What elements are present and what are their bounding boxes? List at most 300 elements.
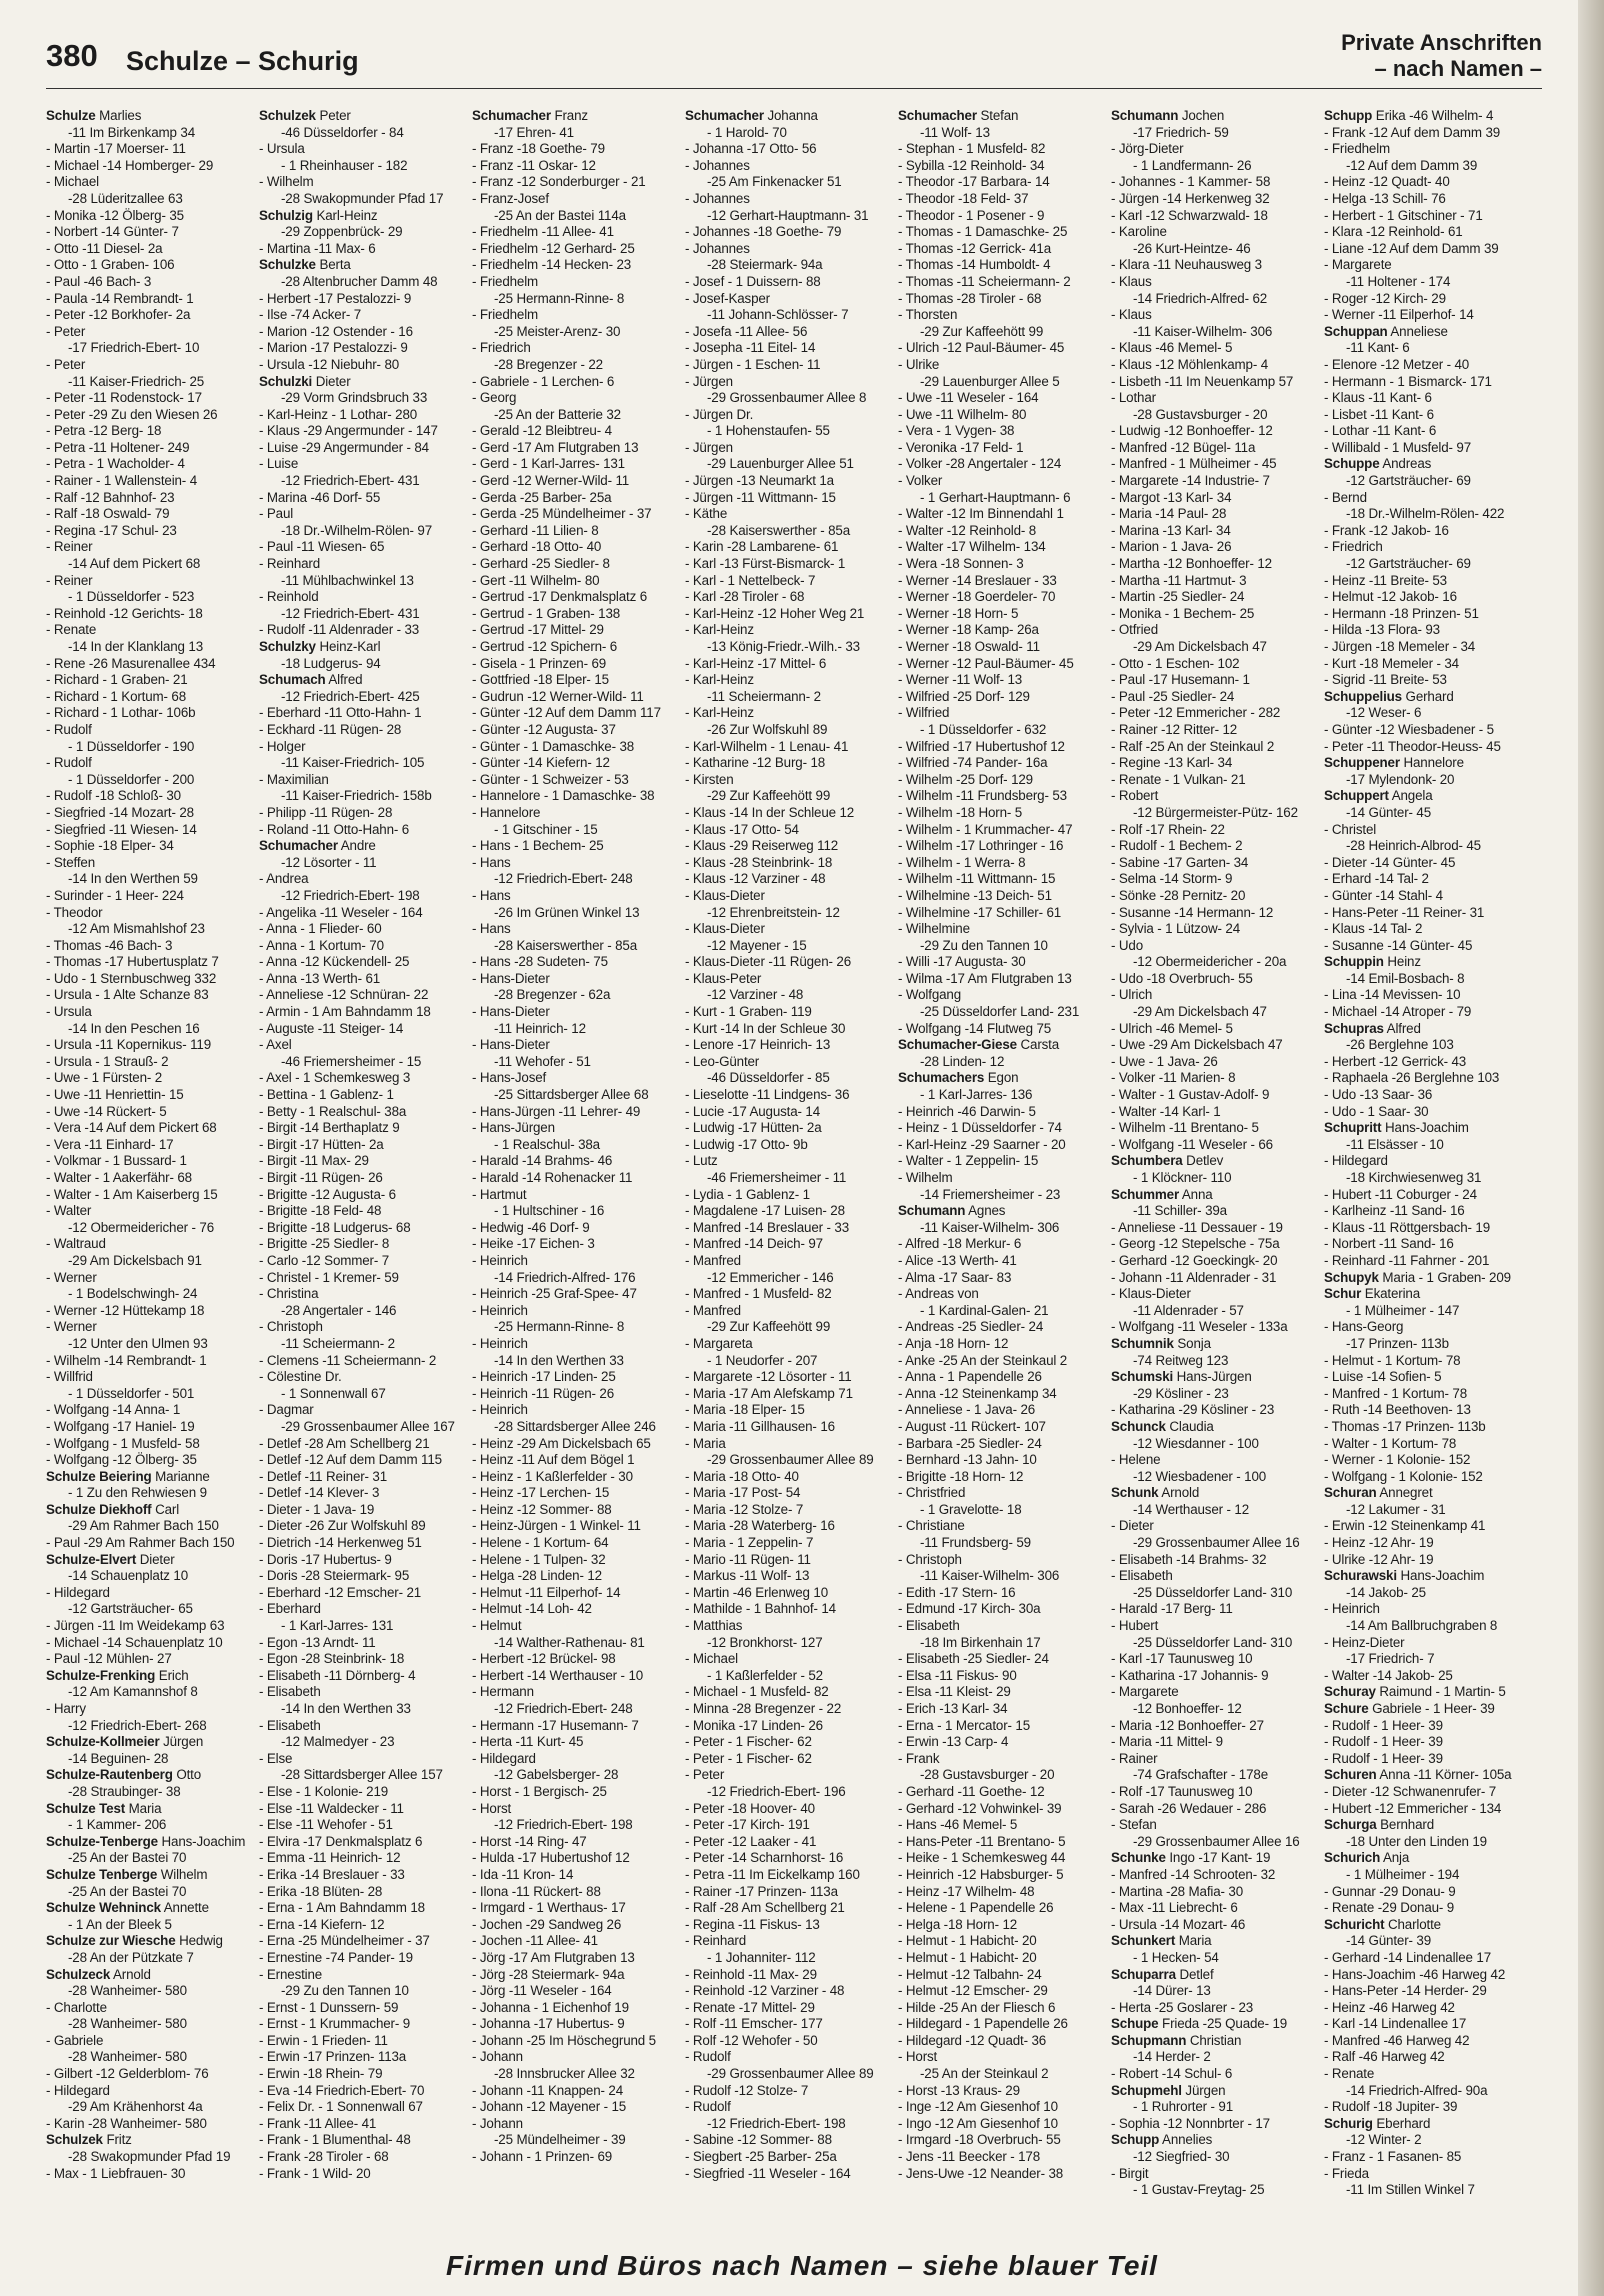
- entry-text: - Franz - 1 Fasanen- 85: [1324, 2149, 1462, 2165]
- listing-line: [259, 1270, 472, 1287]
- surname: Schuppin: [1324, 954, 1384, 970]
- surname: Schulzek: [46, 2132, 103, 2148]
- entry-text: Arnold: [1161, 1485, 1200, 1501]
- listing-line: [898, 888, 1111, 905]
- entry-text: - Ulrich -12 Paul-Bäumer- 45: [898, 340, 1065, 356]
- listing-line: [472, 1734, 685, 1751]
- address-line: [46, 871, 259, 888]
- listing-line: [685, 805, 898, 822]
- surname-entry: [1111, 1933, 1324, 1950]
- entry-text: Andreas: [1382, 456, 1432, 472]
- entry-text: - 1 Sonnenwall 67: [281, 1385, 386, 1401]
- entry-text: -11 Im Birkenkamp 34: [68, 124, 195, 140]
- listing-line: [898, 905, 1111, 922]
- surname-entry: [46, 108, 259, 125]
- entry-text: - Helmut -14 Loh- 42: [472, 1601, 592, 1617]
- listing-line: [46, 2033, 259, 2050]
- address-line: [685, 938, 898, 955]
- listing-line: [472, 1552, 685, 1569]
- address-line: [685, 1270, 898, 1287]
- listing-line: [259, 1070, 472, 1087]
- listing-line: [46, 805, 259, 822]
- address-line: [1324, 1037, 1537, 1054]
- listing-line: [259, 1967, 472, 1984]
- entry-text: -28 Swakopmunder Pfad 17: [281, 190, 444, 206]
- surname-entry: [1111, 2016, 1324, 2033]
- entry-text: - Hartmut: [472, 1186, 527, 1202]
- listing-line: [1324, 855, 1537, 872]
- entry-text: - Wilhelm -17 Lothringer - 16: [898, 838, 1064, 854]
- entry-text: - Raphaela -26 Berglehne 103: [1324, 1070, 1500, 1086]
- address-line: [472, 1817, 685, 1834]
- listing-line: [1111, 390, 1324, 407]
- listing-line: [46, 822, 259, 839]
- listing-line: [46, 1070, 259, 1087]
- entry-text: -29 Zu den Tannen 10: [281, 1983, 409, 1999]
- address-line: [685, 2066, 898, 2083]
- page-footer: Firmen und Büros nach Namen – siehe blauer Teil: [446, 2250, 1158, 2281]
- entry-text: -14 Auf dem Pickert 68: [68, 556, 201, 572]
- entry-text: - Friedhelm -12 Gerhard- 25: [472, 240, 635, 256]
- entry-text: - Erna -14 Kiefern- 12: [259, 1916, 385, 1932]
- entry-text: - Margarete -12 Lösorter - 11: [685, 1369, 852, 1385]
- listing-line: [898, 1718, 1111, 1735]
- listing-line: [685, 1917, 898, 1934]
- entry-text: - Dieter -26 Zur Wolfskuhl 89: [259, 1518, 426, 1534]
- address-line: [259, 1734, 472, 1751]
- listing-line: [685, 1535, 898, 1552]
- entry-text: - Günter -12 Augusta- 37: [472, 721, 616, 737]
- entry-text: - Dieter -14 Günter- 45: [1324, 854, 1456, 870]
- entry-text: Jürgen: [1185, 2082, 1226, 2098]
- entry-text: -12 Friedrich-Ebert- 198: [281, 887, 420, 903]
- entry-text: - Josef-Kasper: [685, 290, 770, 306]
- entry-text: Raimund - 1 Martin- 5: [1379, 1684, 1506, 1700]
- entry-text: -28 Innsbrucker Allee 32: [494, 2066, 635, 2082]
- entry-text: -29 Zur Kaffeehött 99: [707, 788, 831, 804]
- entry-text: - Anna -12 Kückendell- 25: [259, 954, 410, 970]
- entry-text: - Anja -18 Horn- 12: [898, 1335, 1009, 1351]
- listing-line: [1324, 423, 1537, 440]
- entry-text: - Peter - 1 Fischer- 62: [685, 1734, 812, 1750]
- entry-text: - Horst - 1 Bergisch- 25: [472, 1783, 607, 1799]
- listing-line: [1111, 1734, 1324, 1751]
- entry-text: - Gilbert -12 Gelderblom- 76: [46, 2066, 209, 2082]
- entry-text: - Günter - 1 Schweizer - 53: [472, 771, 629, 787]
- listing-line: [46, 971, 259, 988]
- entry-text: - Gerald -12 Bleibtreu- 4: [472, 423, 612, 439]
- entry-text: -28 Wanheimer- 580: [68, 2049, 187, 2065]
- entry-text: - Gertrud - 1 Graben- 138: [472, 605, 621, 621]
- listing-line: [1111, 141, 1324, 158]
- listing-line: [472, 2049, 685, 2066]
- entry-text: Annelies: [1162, 2132, 1213, 2148]
- entry-text: - Maria -14 Paul- 28: [1111, 506, 1227, 522]
- entry-text: - 1 Johanniter- 112: [707, 1949, 816, 1965]
- address-line: [1111, 1004, 1324, 1021]
- listing-line: [898, 473, 1111, 490]
- surname-entry: [898, 1203, 1111, 1220]
- listing-line: [898, 1402, 1111, 1419]
- entry-text: -12 Siegfried- 30: [1133, 2149, 1230, 2165]
- surname: Schulzig: [259, 207, 313, 223]
- address-line: [685, 2116, 898, 2133]
- entry-text: - Christel - 1 Kremer- 59: [259, 1269, 399, 1285]
- entry-text: -28 An der Pützkate 7: [68, 1949, 194, 1965]
- surname: Schulze Test: [46, 1800, 126, 1816]
- entry-text: - Peter -11 Rodenstock- 17: [46, 390, 202, 406]
- entry-text: - Steffen: [46, 854, 96, 870]
- listing-line: [46, 938, 259, 955]
- entry-text: - Ernestine: [259, 1966, 323, 1982]
- address-line: [259, 755, 472, 772]
- entry-text: - Anna - 1 Papendelle 26: [898, 1369, 1042, 1385]
- listing-line: [259, 1950, 472, 1967]
- entry-text: - Irmgard - 1 Werthaus- 17: [472, 1900, 626, 1916]
- entry-text: - Renate -17 Mittel- 29: [685, 1999, 815, 2015]
- entry-text: - Heinz -11 Auf dem Bögel 1: [472, 1452, 635, 1468]
- entry-text: -17 Friedrich-Ebert- 10: [68, 340, 200, 356]
- address-line: [1324, 1933, 1537, 1950]
- entry-text: - Harald -14 Brahms- 46: [472, 1153, 613, 1169]
- surname-entry: [46, 1801, 259, 1818]
- listing-line: [1324, 2166, 1537, 2183]
- entry-text: - Else -11 Wehofer - 51: [259, 1817, 393, 1833]
- entry-text: Hedwig: [179, 1933, 223, 1949]
- entry-text: - Klaus-Dieter: [1111, 1286, 1191, 1302]
- entry-text: Gabriele - 1 Heer- 39: [1372, 1701, 1495, 1716]
- entry-text: - Werner -18 Horn- 5: [898, 605, 1019, 621]
- entry-text: -28 Kaiserswerther - 85a: [707, 522, 851, 538]
- entry-text: - Anneliese -11 Dessauer - 19: [1111, 1219, 1283, 1235]
- surname-entry: [1324, 108, 1537, 125]
- listing-line: [1111, 440, 1324, 457]
- listing-line: [1111, 1817, 1324, 1834]
- entry-text: - 1 Kaßlerfelder - 52: [707, 1667, 823, 1683]
- listing-line: [898, 805, 1111, 822]
- listing-line: [46, 622, 259, 639]
- listing-line: [1324, 2033, 1537, 2050]
- address-line: [259, 606, 472, 623]
- entry-text: -29 Am Dickelsbach 91: [68, 1252, 202, 1268]
- entry-text: - Andreas von: [898, 1286, 979, 1302]
- listing-line: [1324, 1402, 1537, 1419]
- entry-text: - Friedhelm: [472, 307, 539, 323]
- entry-text: - 1 Mülheimer - 194: [1346, 1866, 1460, 1882]
- listing-line: [472, 788, 685, 805]
- listing-line: [898, 871, 1111, 888]
- listing-line: [472, 1037, 685, 1054]
- listing-line: [472, 1303, 685, 1320]
- entry-text: -11 Kant- 6: [1346, 340, 1410, 356]
- listing-line: [1324, 1386, 1537, 1403]
- entry-text: - Wolfgang -12 Ölberg- 35: [46, 1452, 197, 1468]
- entry-text: - Jürgen -14 Herkenweg 32: [1111, 190, 1270, 206]
- entry-text: -11 Kaiser-Friedrich- 158b: [281, 788, 432, 804]
- surname-entry: [1111, 1967, 1324, 1984]
- listing-line: [472, 1469, 685, 1486]
- entry-text: Peter: [319, 108, 351, 123]
- listing-line: [898, 971, 1111, 988]
- entry-text: - Herbert - 1 Gitschiner - 71: [1324, 207, 1483, 223]
- address-line: [1324, 340, 1537, 357]
- entry-text: -12 Obermeidericher - 20a: [1133, 954, 1287, 970]
- entry-text: - Ulrike: [898, 356, 940, 372]
- address-line: [898, 2066, 1111, 2083]
- entry-text: - Gerhard -12 Goeckingk- 20: [1111, 1252, 1278, 1268]
- entry-text: - Norbert -14 Günter- 7: [46, 224, 179, 240]
- entry-text: - Stephan - 1 Musfeld- 82: [898, 141, 1046, 157]
- entry-text: - Manfred -14 Schrooten- 32: [1111, 1866, 1276, 1882]
- listing-line: [472, 1850, 685, 1867]
- surname: Schumacher: [898, 108, 977, 123]
- address-line: [472, 407, 685, 424]
- surname: Schure: [1324, 1701, 1369, 1716]
- entry-text: - Harald -17 Berg- 11: [1111, 1601, 1233, 1617]
- entry-text: - Ruth -14 Beethoven- 13: [1324, 1402, 1471, 1418]
- listing-line: [685, 1834, 898, 1851]
- listing-line: [685, 374, 898, 391]
- entry-text: - Wilfried: [898, 705, 950, 721]
- listing-line: [685, 1369, 898, 1386]
- surname-entry: [1111, 1850, 1324, 1867]
- entry-text: - Klaus -29 Angermunder - 147: [259, 423, 438, 439]
- listing-line: [685, 1402, 898, 1419]
- address-line: [1111, 241, 1324, 258]
- entry-text: -14 Jakob- 25: [1346, 1584, 1426, 1600]
- entry-text: - Erich -13 Karl- 34: [898, 1701, 1008, 1716]
- listing-line: [472, 1436, 685, 1453]
- listing-line: [1324, 191, 1537, 208]
- entry-text: -11 Im Stillen Winkel 7: [1346, 2182, 1475, 2198]
- listing-line: [259, 1601, 472, 1618]
- listing-line: [46, 1203, 259, 1220]
- entry-text: - Detlef -14 Klever- 3: [259, 1485, 380, 1501]
- entry-text: - Reinhold -11 Max- 29: [685, 1966, 817, 1982]
- entry-text: - Renate: [1324, 2066, 1375, 2082]
- address-line: [898, 1635, 1111, 1652]
- listing-line: [1111, 257, 1324, 274]
- listing-line: [1324, 606, 1537, 623]
- entry-text: - Erwin -12 Steinenkamp 41: [1324, 1518, 1486, 1534]
- address-line: [472, 1701, 685, 1718]
- entry-text: -28 Gustavsburger - 20: [1133, 406, 1268, 422]
- listing-line: [898, 1137, 1111, 1154]
- listing-line: [472, 1187, 685, 1204]
- entry-text: - Uwe -11 Henriettin- 15: [46, 1087, 184, 1103]
- address-line: [46, 1784, 259, 1801]
- entry-text: - Monika -12 Ölberg- 35: [46, 207, 184, 223]
- listing-line: [898, 224, 1111, 241]
- entry-text: - Auguste -11 Steiger- 14: [259, 1020, 404, 1036]
- listing-line: [46, 1004, 259, 1021]
- listing-line: [898, 1933, 1111, 1950]
- entry-text: - Uwe -14 Rückert- 5: [46, 1103, 167, 1119]
- entry-text: Maria - 1 Graben- 209: [1382, 1269, 1511, 1285]
- surname-entry: [1111, 2083, 1324, 2100]
- listing-line: [472, 1967, 685, 1984]
- listing-line: [472, 158, 685, 175]
- entry-text: -12 Bürgermeister-Pütz- 162: [1133, 804, 1298, 820]
- entry-text: - Petra -11 Im Eickelkamp 160: [685, 1866, 860, 1882]
- entry-text: -28 Heinrich-Albrod- 45: [1346, 838, 1481, 854]
- listing-line: [259, 1220, 472, 1237]
- listing-line: [472, 1917, 685, 1934]
- entry-text: - Wolfgang -14 Flutweg 75: [898, 1020, 1052, 1036]
- listing-line: [46, 324, 259, 341]
- entry-text: - Felix Dr. - 1 Sonnenwall 67: [259, 2099, 423, 2115]
- surname: Schunk: [1111, 1485, 1159, 1501]
- listing-line: [898, 1236, 1111, 1253]
- entry-text: - Otto - 1 Eschen- 102: [1111, 655, 1240, 671]
- listing-line: [898, 1834, 1111, 1851]
- entry-text: - Jens -11 Beecker - 178: [898, 2149, 1041, 2165]
- listing-line: [898, 1253, 1111, 1270]
- entry-text: -18 Dr.-Wilhelm-Rölen- 422: [1346, 506, 1505, 522]
- entry-text: - Rainer -17 Prinzen- 113a: [685, 1883, 838, 1899]
- surname-entry: [472, 108, 685, 125]
- listing-line: [898, 1734, 1111, 1751]
- entry-text: - Anna -12 Steinenkamp 34: [898, 1385, 1057, 1401]
- entry-text: - Margarete: [1324, 257, 1392, 273]
- entry-text: - Rudolf -11 Aldenrader - 33: [259, 622, 420, 638]
- entry-text: - Hans-Dieter: [472, 1004, 550, 1020]
- header-category-line1: Private Anschriften: [1341, 30, 1542, 55]
- address-line: [46, 589, 259, 606]
- entry-text: - Ilona -11 Rückert- 88: [472, 1883, 601, 1899]
- entry-text: - Hans-Peter -11 Reiner- 31: [1324, 904, 1485, 920]
- address-line: [898, 938, 1111, 955]
- surname: Schumachers: [898, 1070, 985, 1086]
- listing-line: [472, 2099, 685, 2116]
- surname-entry: [46, 1502, 259, 1519]
- entry-text: - 1 Gustav-Freytag- 25: [1133, 2182, 1265, 2198]
- entry-text: -12 Friedrich-Ebert- 248: [494, 1701, 633, 1716]
- surname-entry: [1324, 456, 1537, 473]
- listing-line: [259, 805, 472, 822]
- surname: Schurga: [1324, 1817, 1377, 1833]
- entry-text: - Renate: [46, 622, 97, 638]
- entry-text: - Elenore -12 Metzer - 40: [1324, 356, 1470, 372]
- listing-line: [685, 622, 898, 639]
- address-line: [46, 1850, 259, 1867]
- entry-text: - Heinrich: [1324, 1601, 1380, 1617]
- entry-text: - Frank: [898, 1750, 940, 1766]
- listing-line: [685, 2049, 898, 2066]
- listing-line: [898, 1601, 1111, 1618]
- entry-text: - Klaus: [1111, 273, 1152, 289]
- listing-line: [259, 1568, 472, 1585]
- address-line: [46, 1684, 259, 1701]
- entry-text: - Walter -12 Im Binnendahl 1: [898, 506, 1064, 522]
- listing-line: [259, 1850, 472, 1867]
- entry-text: - Horst: [898, 2049, 938, 2065]
- listing-line: [259, 440, 472, 457]
- listing-line: [685, 141, 898, 158]
- listing-line: [46, 1153, 259, 1170]
- listing-line: [472, 141, 685, 158]
- entry-text: - Thomas -12 Gerrick- 41a: [898, 240, 1052, 256]
- entry-text: - Thomas -17 Prinzen- 113b: [1324, 1418, 1486, 1434]
- listing-line: [472, 539, 685, 556]
- entry-text: - Jürgen Dr.: [685, 406, 754, 422]
- entry-text: - Werner -18 Goerdeler- 70: [898, 589, 1056, 605]
- entry-text: -29 Kösliner - 23: [1133, 1385, 1229, 1401]
- entry-text: Franz: [554, 108, 588, 123]
- listing-line: [685, 1817, 898, 1834]
- surname-entry: [46, 1767, 259, 1784]
- entry-text: - Jürgen -18 Memeler - 34: [1324, 639, 1476, 654]
- listing-line: [898, 2116, 1111, 2133]
- entry-text: - Hildegard: [46, 2082, 110, 2098]
- listing-line: [46, 523, 259, 540]
- surname: Schunkert: [1111, 1933, 1176, 1949]
- listing-line: [472, 1801, 685, 1818]
- entry-text: - Wilhelm -25 Dorf- 129: [898, 771, 1033, 787]
- entry-text: -28 Bregenzer - 22: [494, 356, 603, 372]
- entry-text: - Kirsten: [685, 771, 734, 787]
- entry-text: Marianne: [155, 1468, 210, 1484]
- entry-text: - 1 Hohenstaufen- 55: [707, 423, 830, 439]
- listing-line: [1111, 822, 1324, 839]
- listing-line: [1324, 1054, 1537, 1071]
- entry-text: - Johann -25 Im Höschegrund 5: [472, 2032, 656, 2048]
- entry-text: - Werner -11 Eilperhof- 14: [1324, 307, 1474, 323]
- listing-line: [259, 1585, 472, 1602]
- entry-text: - Hannelore: [472, 804, 541, 820]
- entry-text: - Helga -13 Schill- 76: [1324, 190, 1446, 206]
- entry-text: -11 Kaiser-Wilhelm- 306: [920, 1568, 1060, 1584]
- surname: Schulze zur Wiesche: [46, 1933, 176, 1949]
- entry-text: - Horst: [472, 1800, 512, 1816]
- entry-text: - Herta -25 Goslarer - 23: [1111, 1999, 1254, 2015]
- listing-line: [685, 2016, 898, 2033]
- listing-line: [1324, 1784, 1537, 1801]
- listing-line: [472, 589, 685, 606]
- listing-line: [259, 1153, 472, 1170]
- address-line: [1324, 1834, 1537, 1851]
- listing-line: [46, 473, 259, 490]
- listing-line: [1111, 1668, 1324, 1685]
- listing-line: [259, 954, 472, 971]
- listing-line: [1324, 374, 1537, 391]
- listing-line: [1111, 1070, 1324, 1087]
- entry-text: - Johanna - 1 Eichenhof 19: [472, 1999, 629, 2015]
- entry-text: -14 In den Werthen 33: [494, 1352, 624, 1368]
- entry-text: - Frank -28 Tiroler - 68: [259, 2149, 389, 2165]
- listing-line: [1324, 1004, 1537, 1021]
- entry-text: Anna: [1181, 1186, 1213, 1202]
- entry-text: - Martin -46 Erlenweg 10: [685, 1584, 829, 1600]
- entry-text: - Detlef -28 Am Schellberg 21: [259, 1435, 430, 1451]
- entry-text: - Thomas -17 Hubertusplatz 7: [46, 954, 219, 970]
- entry-text: -11 Frundsberg- 59: [920, 1535, 1031, 1551]
- listing-line: [898, 2083, 1111, 2100]
- listing-line: [685, 1867, 898, 1884]
- entry-text: - Elisabeth -25 Siedler- 24: [898, 1651, 1049, 1667]
- entry-text: - Ludwig -17 Otto- 9b: [685, 1136, 808, 1152]
- entry-text: - Hans-Josef: [472, 1070, 547, 1086]
- entry-text: - Theodor - 1 Posener - 9: [898, 207, 1045, 223]
- entry-text: -14 Emil-Bosbach- 8: [1346, 970, 1465, 986]
- entry-text: - Christina: [259, 1286, 319, 1302]
- entry-text: - Anneliese - 1 Java- 26: [898, 1402, 1036, 1418]
- entry-text: - Johann: [472, 2115, 523, 2131]
- listing-line: [898, 1452, 1111, 1469]
- entry-text: - Friedrich: [472, 340, 531, 356]
- entry-text: -28 Lüderitzallee 63: [68, 190, 183, 206]
- listing-line: [472, 1867, 685, 1884]
